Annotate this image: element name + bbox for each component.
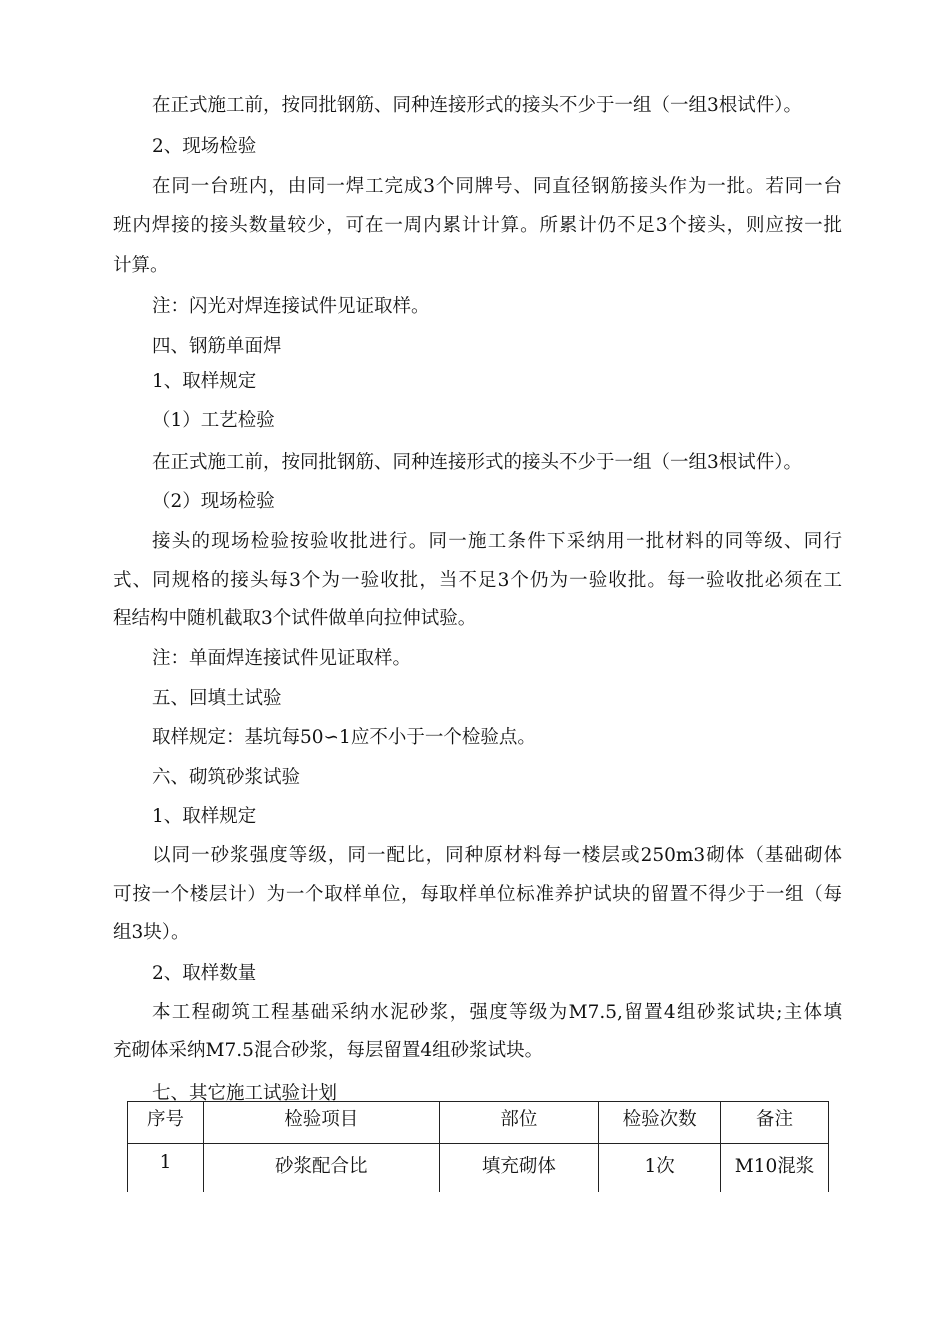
section-heading: 2、取样数量 xyxy=(152,963,257,984)
paragraph: 取样规定：基坑每50∽1应不小于一个检验点。 xyxy=(152,727,536,748)
paragraph: 计算。 xyxy=(113,255,169,276)
section-heading: 1、取样规定 xyxy=(152,371,257,392)
table-cell: 1 xyxy=(128,1144,204,1193)
paragraph: 程结构中随机截取3个试件做单向拉伸试验。 xyxy=(113,608,477,629)
table-cell: 填充砌体 xyxy=(439,1144,599,1193)
section-heading: 五、回填土试验 xyxy=(152,688,282,709)
section-heading: 七、其它施工试验计划 xyxy=(152,1083,338,1104)
paragraph: 组3块）。 xyxy=(113,922,190,943)
paragraph: 在同一台班内，由同一焊工完成3个同牌号、同直径钢筋接头作为一批。若同一台 xyxy=(152,176,842,197)
paragraph: 本工程砌筑工程基础采纳水泥砂浆，强度等级为M7.5,留置4组砂浆试块;主体填 xyxy=(152,1002,842,1023)
paragraph: 接头的现场检验按验收批进行。同一施工条件下采纳用一批材料的同等级、同行 xyxy=(152,531,842,552)
section-heading: （2）现场检验 xyxy=(152,491,275,512)
table-header-cell: 检验次数 xyxy=(599,1102,721,1144)
note: 注：单面焊连接试件见证取样。 xyxy=(152,648,412,669)
section-heading: 四、钢筋单面焊 xyxy=(152,336,282,357)
table-cell: 1次 xyxy=(599,1144,721,1193)
note: 注：闪光对焊连接试件见证取样。 xyxy=(152,296,430,317)
paragraph: 以同一砂浆强度等级，同一配比，同种原材料每一楼层或250m3砌体（基础砌体 xyxy=(152,845,842,866)
table-row xyxy=(128,1144,829,1193)
table-header-cell: 序号 xyxy=(128,1102,204,1144)
table-cell: M10混浆 xyxy=(721,1144,829,1193)
paragraph: 在正式施工前，按同批钢筋、同种连接形式的接头不少于一组（一组3根试件）。 xyxy=(152,452,803,473)
section-heading: （1）工艺检验 xyxy=(152,410,275,431)
paragraph: 在正式施工前，按同批钢筋、同种连接形式的接头不少于一组（一组3根试件）。 xyxy=(152,95,803,116)
table-header-row xyxy=(128,1102,829,1144)
paragraph: 班内焊接的接头数量较少，可在一周内累计计算。所累计仍不足3个接头，则应按一批 xyxy=(113,215,842,236)
section-heading: 六、砌筑砂浆试验 xyxy=(152,767,301,788)
table-header-cell: 部位 xyxy=(439,1102,599,1144)
table-header-cell: 检验项目 xyxy=(203,1102,439,1144)
section-heading: 1、取样规定 xyxy=(152,806,257,827)
paragraph: 可按一个楼层计）为一个取样单位，每取样单位标准养护试块的留置不得少于一组（每 xyxy=(113,884,842,905)
section-heading: 2、现场检验 xyxy=(152,136,257,157)
table-cell: 砂浆配合比 xyxy=(203,1144,439,1193)
paragraph: 式、同规格的接头每3个为一验收批，当不足3个仍为一验收批。每一验收批必须在工 xyxy=(113,570,842,591)
table-header-cell: 备注 xyxy=(721,1102,829,1144)
paragraph: 充砌体采纳M7.5混合砂浆，每层留置4组砂浆试块。 xyxy=(113,1040,544,1061)
test-plan-table xyxy=(127,1101,829,1192)
